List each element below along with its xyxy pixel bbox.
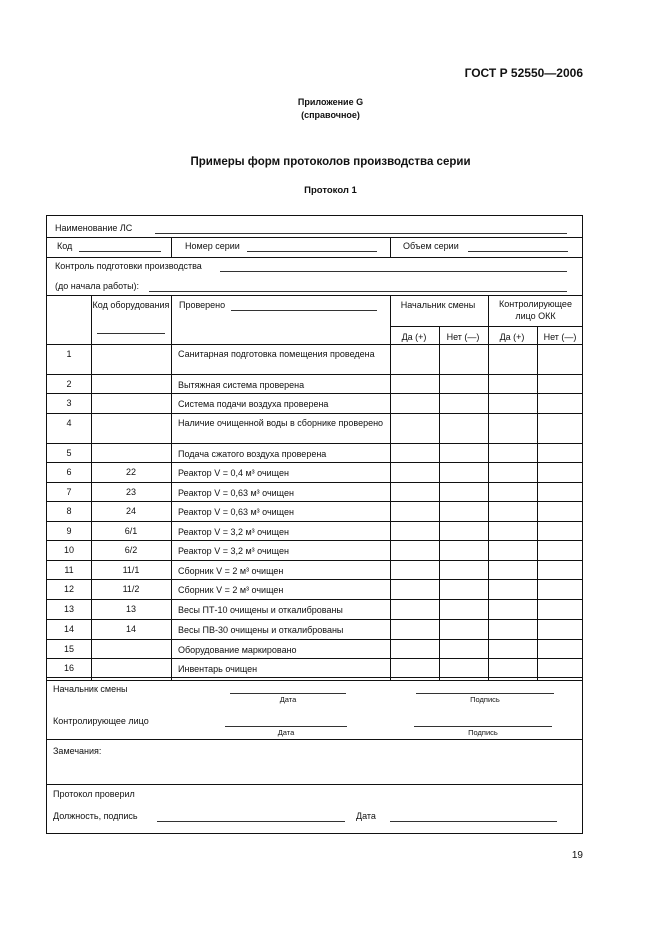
okk-yes-cell[interactable] [488, 443, 537, 462]
shift-no-cell[interactable] [439, 599, 488, 619]
volume-field[interactable] [468, 251, 568, 252]
shift-date-field[interactable] [230, 693, 346, 694]
shift-no-cell[interactable] [439, 501, 488, 521]
equipment-code: 13 [125, 604, 136, 614]
shift-sign-caption: Подпись [470, 695, 500, 704]
okk-yes-header: Да (+) [499, 332, 525, 342]
row-number: 6 [66, 467, 72, 477]
name-field[interactable] [155, 233, 567, 234]
okk-yes-cell[interactable] [488, 619, 537, 639]
check-item-text: Санитарная подготовка помещения проведена [178, 349, 375, 359]
shift-yes-cell[interactable] [390, 501, 439, 521]
equipment-code: 22 [125, 467, 136, 477]
shift-date-caption: Дата [279, 695, 297, 704]
okk-yes-cell[interactable] [488, 639, 537, 658]
okk-no-cell[interactable] [537, 393, 583, 413]
shift-no-cell[interactable] [439, 639, 488, 658]
equipment-code: 6/1 [124, 526, 138, 536]
shift-yes-cell[interactable] [390, 413, 439, 443]
okk-no-cell[interactable] [537, 501, 583, 521]
check-item-text: Система подачи воздуха проверена [178, 399, 329, 409]
protocol-form [46, 215, 583, 834]
shift-no-cell[interactable] [439, 344, 488, 374]
check-item-text: Реактор V = 0,63 м³ очищен [178, 507, 294, 517]
row-number: 7 [66, 487, 72, 497]
shift-no-cell[interactable] [439, 540, 488, 560]
row-number: 14 [63, 624, 74, 634]
check-item-text: Реактор V = 3,2 м³ очищен [178, 546, 289, 556]
row-number: 10 [63, 545, 74, 555]
okk-yes-cell[interactable] [488, 540, 537, 560]
equipment-code: 11/1 [122, 565, 140, 575]
shift-yes-cell[interactable] [390, 374, 439, 393]
checked-field[interactable] [231, 310, 377, 311]
okk-yes-cell[interactable] [488, 658, 537, 677]
okk-no-cell[interactable] [537, 521, 583, 540]
okk-yes-cell[interactable] [488, 579, 537, 599]
shift-yes-cell[interactable] [390, 443, 439, 462]
shift-yes-cell[interactable] [390, 462, 439, 482]
equipment-code: 14 [125, 624, 136, 634]
okk-yes-cell[interactable] [488, 501, 537, 521]
shift-no-cell[interactable] [439, 560, 488, 579]
okk-no-cell[interactable] [537, 560, 583, 579]
okk-no-cell[interactable] [537, 579, 583, 599]
okk-no-cell[interactable] [537, 619, 583, 639]
okk-no-cell[interactable] [537, 599, 583, 619]
controller-date-field[interactable] [225, 726, 347, 727]
shift-head-label: Начальник смены [53, 684, 128, 694]
control-label: Контроль подготовки производства [55, 261, 202, 271]
okk-yes-cell[interactable] [488, 462, 537, 482]
shift-yes-cell[interactable] [390, 639, 439, 658]
remarks-label: Замечания: [53, 746, 102, 756]
shift-yes-cell[interactable] [390, 599, 439, 619]
check-item-text: Реактор V = 0,4 м³ очищен [178, 468, 289, 478]
appendix-subtitle: (справочное) [301, 110, 360, 120]
row-number: 12 [63, 584, 74, 594]
shift-yes-cell[interactable] [390, 521, 439, 540]
okk-no-cell[interactable] [537, 540, 583, 560]
row-number: 16 [63, 663, 74, 673]
series-label: Номер серии [185, 241, 240, 251]
standard-number: ГОСТ Р 52550—2006 [464, 66, 583, 80]
equipment-code: 23 [125, 487, 136, 497]
check-item-text: Наличие очищенной воды в сборнике проверено [178, 418, 384, 428]
shift-no-cell[interactable] [439, 413, 488, 443]
row-number: 1 [66, 349, 72, 359]
col-code-header: Код оборудования [92, 300, 170, 310]
before-label: (до начала работы): [55, 281, 140, 291]
shift-no-header: Нет (—) [446, 332, 480, 342]
row-number: 15 [63, 644, 74, 654]
check-item-text: Весы ПВ-30 очищены и откалиброваны [178, 625, 344, 635]
shift-yes-cell[interactable] [390, 344, 439, 374]
shift-yes-header: Да (+) [401, 332, 427, 342]
checked-by-label: Протокол проверил [53, 789, 135, 799]
row-number: 5 [66, 448, 72, 458]
okk-no-cell[interactable] [537, 482, 583, 501]
okk-yes-cell[interactable] [488, 560, 537, 579]
page-number: 19 [571, 850, 583, 861]
okk-yes-cell[interactable] [488, 393, 537, 413]
appendix-title: Приложение G [297, 97, 364, 107]
series-field[interactable] [247, 251, 377, 252]
okk-yes-cell[interactable] [488, 413, 537, 443]
okk-no-cell[interactable] [537, 462, 583, 482]
code-label: Код [57, 241, 73, 251]
col-okk-header: Контролирующее лицо ОКК [499, 299, 572, 321]
okk-no-cell[interactable] [537, 658, 583, 677]
okk-yes-cell[interactable] [488, 374, 537, 393]
controller-date-caption: Дата [277, 728, 295, 737]
check-item-text: Подача сжатого воздуха проверена [178, 449, 327, 459]
check-item-text: Инвентарь очищен [178, 664, 258, 674]
equipment-code: 6/2 [124, 545, 138, 555]
date-field[interactable] [390, 821, 557, 822]
controller-sign-field[interactable] [414, 726, 552, 727]
equipment-code: 11/2 [122, 584, 140, 594]
okk-no-cell[interactable] [537, 639, 583, 658]
shift-yes-cell[interactable] [390, 393, 439, 413]
position-sign-label: Должность, подпись [53, 811, 138, 821]
check-item-text: Оборудование маркировано [178, 645, 297, 655]
row-number: 11 [64, 565, 74, 575]
row-number: 2 [66, 379, 72, 389]
volume-label: Объем серии [403, 241, 459, 251]
row-number: 8 [66, 506, 72, 516]
check-item-text: Реактор V = 3,2 м³ очищен [178, 527, 289, 537]
shift-yes-cell[interactable] [390, 560, 439, 579]
shift-yes-cell[interactable] [390, 579, 439, 599]
controller-label: Контролирующее лицо [53, 716, 149, 726]
position-sign-field[interactable] [157, 821, 345, 822]
shift-yes-cell[interactable] [390, 540, 439, 560]
shift-no-cell[interactable] [439, 462, 488, 482]
okk-yes-cell[interactable] [488, 521, 537, 540]
shift-no-cell[interactable] [439, 619, 488, 639]
col-shift-header: Начальник смены [400, 300, 476, 310]
okk-no-cell[interactable] [537, 443, 583, 462]
shift-no-cell[interactable] [439, 521, 488, 540]
okk-yes-cell[interactable] [488, 344, 537, 374]
check-item-text: Сборник V = 2 м³ очищен [178, 585, 284, 595]
check-item-text: Реактор V = 0,63 м³ очищен [178, 488, 294, 498]
control-field[interactable] [220, 271, 567, 272]
row-divider [47, 677, 582, 678]
okk-yes-cell[interactable] [488, 482, 537, 501]
before-field[interactable] [149, 291, 567, 292]
code-field[interactable] [79, 251, 161, 252]
check-item-text: Вытяжная система проверена [178, 380, 305, 390]
shift-no-cell[interactable] [439, 658, 488, 677]
shift-no-cell[interactable] [439, 579, 488, 599]
okk-yes-cell[interactable] [488, 599, 537, 619]
name-label: Наименование ЛС [55, 223, 133, 233]
equipment-code: 24 [125, 506, 136, 516]
controller-sign-caption: Подпись [468, 728, 498, 737]
shift-yes-cell[interactable] [390, 658, 439, 677]
check-item-text: Сборник V = 2 м³ очищен [178, 566, 284, 576]
col-checked-header: Проверено [179, 300, 226, 310]
okk-no-header: Нет (—) [543, 332, 577, 342]
shift-no-cell[interactable] [439, 374, 488, 393]
date-label: Дата [356, 811, 376, 821]
row-number: 9 [66, 526, 72, 536]
row-number: 13 [63, 604, 74, 614]
row-number: 4 [66, 418, 72, 428]
shift-yes-cell[interactable] [390, 619, 439, 639]
row-number: 3 [66, 398, 72, 408]
shift-no-cell[interactable] [439, 393, 488, 413]
okk-no-cell[interactable] [537, 344, 583, 374]
okk-no-cell[interactable] [537, 413, 583, 443]
shift-yes-cell[interactable] [390, 482, 439, 501]
shift-no-cell[interactable] [439, 482, 488, 501]
document-title: Примеры форм протоколов производства серии [190, 156, 471, 168]
shift-sign-field[interactable] [416, 693, 554, 694]
okk-no-cell[interactable] [537, 374, 583, 393]
shift-no-cell[interactable] [439, 443, 488, 462]
protocol-title: Протокол 1 [304, 185, 357, 196]
check-item-text: Весы ПТ-10 очищены и откалиброваны [178, 605, 343, 615]
